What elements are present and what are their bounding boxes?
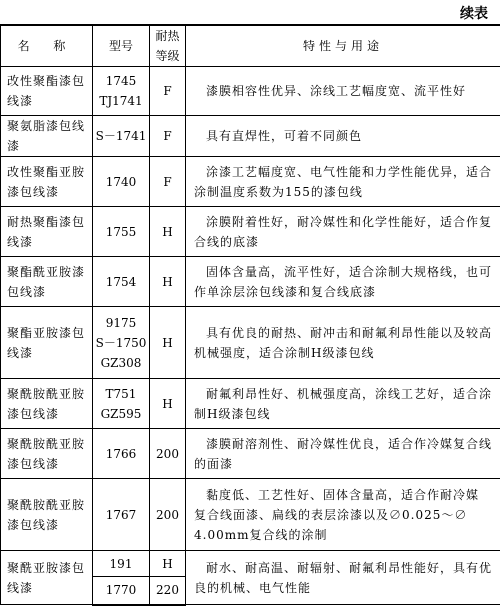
row-use — [186, 429, 500, 479]
row-model: 1755 — [93, 207, 150, 257]
table-row — [1, 479, 500, 551]
row-name: 改性聚酯漆包线漆 — [1, 67, 93, 116]
row-use — [186, 551, 500, 605]
table-row — [1, 307, 500, 379]
row-model — [93, 307, 150, 379]
row-grade: F — [150, 67, 186, 116]
row-grade: H — [150, 307, 186, 379]
model-value: GZ308 — [95, 353, 147, 373]
use-text-line — [194, 485, 494, 505]
use-text-line: 4.00mm复合线的涂制 — [194, 525, 494, 545]
row-use — [186, 257, 500, 307]
row-name: 聚氨脂漆包线漆 — [1, 116, 93, 157]
row-name: 聚酰胺酰亚胺漆包线漆 — [1, 429, 93, 479]
row-grade: H — [150, 379, 186, 429]
model-value: T751 — [95, 384, 147, 404]
row-model: 191 — [93, 551, 150, 577]
row-grade: F — [150, 157, 186, 207]
model-value: TJ1741 — [95, 91, 147, 111]
table-row — [1, 257, 500, 307]
header-model: 型号 — [93, 25, 150, 67]
row-model: 1740 — [93, 157, 150, 207]
row-name: 改性聚酯亚胺漆包线漆 — [1, 157, 93, 207]
model-value: 9175 — [95, 313, 147, 333]
row-model: 1754 — [93, 257, 150, 307]
table-row — [1, 157, 500, 207]
row-name: 聚酯酰亚胺漆包线漆 — [1, 257, 93, 307]
table-row — [1, 379, 500, 429]
row-model: 1770 — [93, 577, 150, 605]
use-text: 耐水、耐高温、耐辐射、耐氟利昂性能好，具有优良的机械、电气性能 — [194, 561, 492, 595]
row-use — [186, 479, 500, 551]
model-value: S－1750 — [95, 333, 147, 353]
row-name: 聚酰胺酰亚胺漆包线漆 — [1, 379, 93, 429]
row-name: 聚酯亚胺漆包线漆 — [1, 307, 93, 379]
row-grade: 200 — [150, 429, 186, 479]
use-text-line: 复合线面漆、扁线的表层涂漆以及∅0.025～∅ — [194, 505, 494, 525]
use-text: 涂漆工艺幅度宽、电气性能和力学性能优异，适合涂制温度系数为155的漆包线 — [194, 165, 492, 199]
row-use — [186, 379, 500, 429]
use-text: 黏度低、工艺性好、固体含量高，适合作耐冷媒 — [206, 488, 479, 502]
row-grade: H — [150, 551, 186, 577]
row-use — [186, 157, 500, 207]
use-text: 具有直焊性，可着不同颜色 — [206, 129, 362, 143]
use-text: 漆膜相容性优异、涂线工艺幅度宽、流平性好 — [206, 84, 466, 98]
header-use: 特性与用途 — [186, 25, 500, 67]
use-text: 固体含量高，流平性好，适合涂制大规格线，也可作单涂层涂包线漆和复合线底漆 — [194, 265, 492, 299]
model-value: GZ595 — [95, 404, 147, 424]
row-name: 耐热聚酯漆包线漆 — [1, 207, 93, 257]
row-grade: 200 — [150, 479, 186, 551]
row-model: 1767 — [93, 479, 150, 551]
row-model: S－1741 — [93, 116, 150, 157]
use-text: 漆膜耐溶剂性、耐冷媒性优良，适合作冷媒复合线的面漆 — [194, 437, 492, 471]
row-name: 聚酰亚胺漆包线漆 — [1, 551, 93, 605]
row-use — [186, 67, 500, 116]
use-text: 具有优良的耐热、耐冲击和耐氟利昂性能以及较高机械强度，适合涂制H级漆包线 — [194, 326, 492, 360]
row-grade: H — [150, 207, 186, 257]
table-row — [1, 116, 500, 157]
lacquer-properties-table — [0, 24, 500, 606]
row-model: 1766 — [93, 429, 150, 479]
table-continued-caption: 续表 — [460, 3, 488, 23]
row-name: 聚酰胺酰亚胺漆包线漆 — [1, 479, 93, 551]
header-name: 名 称 — [1, 25, 93, 67]
row-grade: 220 — [150, 577, 186, 605]
header-grade: 耐热等级 — [150, 25, 186, 67]
row-grade: F — [150, 116, 186, 157]
row-use — [186, 116, 500, 157]
row-model — [93, 379, 150, 429]
table-header-row — [1, 25, 500, 67]
row-use — [186, 207, 500, 257]
table-row — [1, 551, 500, 577]
table-row — [1, 67, 500, 116]
use-text: 耐氟利昂性好、机械强度高，涂线工艺好，适合涂制H级漆包线 — [194, 387, 492, 421]
row-use — [186, 307, 500, 379]
table-row — [1, 429, 500, 479]
model-value: 1745 — [95, 71, 147, 91]
row-model — [93, 67, 150, 116]
row-grade: H — [150, 257, 186, 307]
table-row — [1, 207, 500, 257]
use-text: 涂膜附着性好，耐冷媒性和化学性能好，适合作复合线的底漆 — [194, 215, 492, 249]
